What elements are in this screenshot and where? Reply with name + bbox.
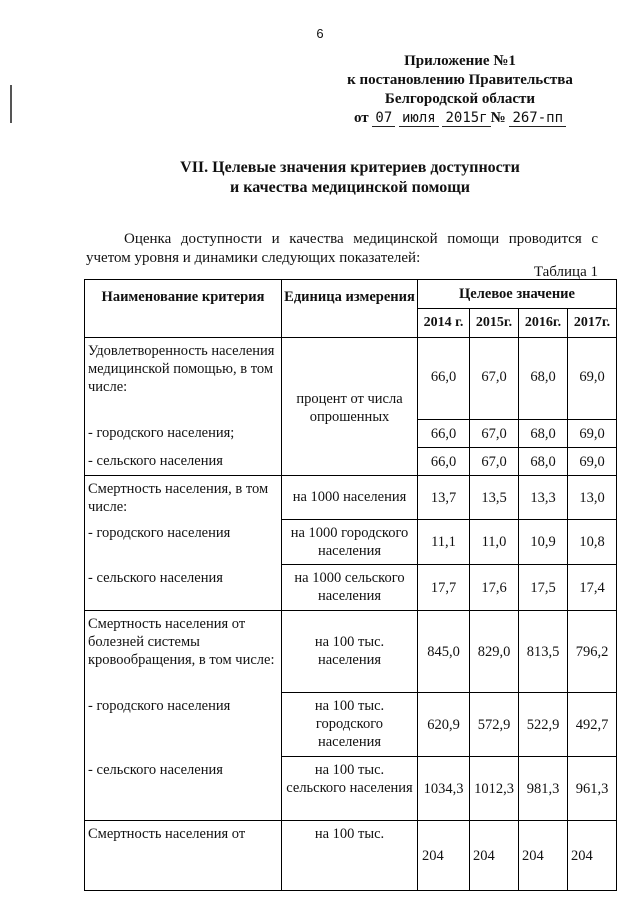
unit-cell: на 1000 населения [282,476,418,520]
value-cell: 1034,3 [418,757,470,821]
value-cell: 68,0 [519,420,568,448]
unit-cell: на 1000 городского населения [282,520,418,565]
decree-number: 267-пп [509,110,566,127]
value-cell: 13,0 [568,476,617,520]
value-cell: 204 [418,821,470,891]
table-header-row [85,280,617,309]
table-row [85,565,617,611]
unit-cell: процент от числа опрошенных [282,338,418,476]
value-cell: 69,0 [568,448,617,476]
criterion-cell: - сельского населения [85,757,282,821]
section-title-line1: VII. Целевые значения критериев доступности [180,159,520,176]
table-row [85,821,617,891]
criterion-cell: - сельского населения [85,565,282,611]
number-prefix: № [490,110,506,126]
approval-date-line [330,109,590,128]
value-cell: 66,0 [418,338,470,420]
value-cell: 67,0 [470,420,519,448]
value-cell: 522,9 [519,693,568,757]
value-cell: 572,9 [470,693,519,757]
unit-cell: на 100 тыс. городского населения [282,693,418,757]
header-target: Целевое значение [418,280,617,309]
unit-cell: на 100 тыс. сельского населения [282,757,418,821]
page-number: 6 [316,26,324,41]
criteria-table [84,279,617,891]
criterion-cell: Смертность населения, в том числе: [85,476,282,520]
table-label: Таблица 1 [533,264,598,280]
value-cell: 13,3 [519,476,568,520]
value-cell: 10,9 [519,520,568,565]
criterion-cell: Смертность населения от [85,821,282,891]
header-year: 2014 г. [418,309,470,338]
approval-title: Приложение №1 [404,53,516,69]
value-cell: 845,0 [418,611,470,693]
intro-paragraph: Оценка доступности и качества медицинской помощи проводится с учетом уровня и динамики следующих показателей: [86,231,598,266]
value-cell: 69,0 [568,338,617,420]
value-cell: 69,0 [568,420,617,448]
value-cell: 66,0 [418,448,470,476]
header-year: 2016г. [519,309,568,338]
value-cell: 492,7 [568,693,617,757]
value-cell: 13,7 [418,476,470,520]
value-cell: 67,0 [470,338,519,420]
value-cell: 68,0 [519,448,568,476]
criterion-cell: Смертность населения от болезней системы кровообращения, в том числе: [85,611,282,693]
date-month: июля [399,110,439,127]
value-cell: 17,6 [470,565,519,611]
criterion-cell: - городского населения; [85,420,282,448]
value-cell: 1012,3 [470,757,519,821]
unit-cell: на 100 тыс. [282,821,418,891]
value-cell: 17,4 [568,565,617,611]
unit-cell: на 1000 сельского населения [282,565,418,611]
table-row [85,611,617,693]
value-cell: 204 [519,821,568,891]
criterion-cell: - городского населения [85,520,282,565]
value-cell: 17,5 [519,565,568,611]
date-day: 07 [372,110,395,127]
value-cell: 13,5 [470,476,519,520]
header-criterion: Наименование критерия [85,280,282,338]
table-row [85,757,617,821]
value-cell: 204 [470,821,519,891]
table-row [85,338,617,420]
value-cell: 204 [568,821,617,891]
table-row [85,520,617,565]
value-cell: 10,8 [568,520,617,565]
header-unit: Единица измерения [282,280,418,338]
date-year: 2015г [442,110,490,127]
value-cell: 17,7 [418,565,470,611]
table-row [85,476,617,520]
value-cell: 11,0 [470,520,519,565]
criterion-cell: Удовлетворенность населения медицинской помощью, в том числе: [85,338,282,420]
approval-region-line: Белгородской области [384,91,536,107]
value-cell: 11,1 [418,520,470,565]
section-title [60,158,640,198]
value-cell: 67,0 [470,448,519,476]
header-year: 2017г. [568,309,617,338]
header-year: 2015г. [470,309,519,338]
value-cell: 981,3 [519,757,568,821]
value-cell: 66,0 [418,420,470,448]
table-row [85,693,617,757]
margin-mark [10,85,12,123]
value-cell: 961,3 [568,757,617,821]
value-cell: 796,2 [568,611,617,693]
criterion-cell: - городского населения [85,693,282,757]
value-cell: 68,0 [519,338,568,420]
section-title-line2: и качества медицинской помощи [230,179,470,196]
value-cell: 620,9 [418,693,470,757]
unit-cell: на 100 тыс. населения [282,611,418,693]
value-cell: 829,0 [470,611,519,693]
value-cell: 813,5 [519,611,568,693]
approval-block [330,52,590,128]
date-prefix: от [353,110,369,126]
approval-decree-line: к постановлению Правительства [347,72,573,88]
criterion-cell: - сельского населения [85,448,282,476]
